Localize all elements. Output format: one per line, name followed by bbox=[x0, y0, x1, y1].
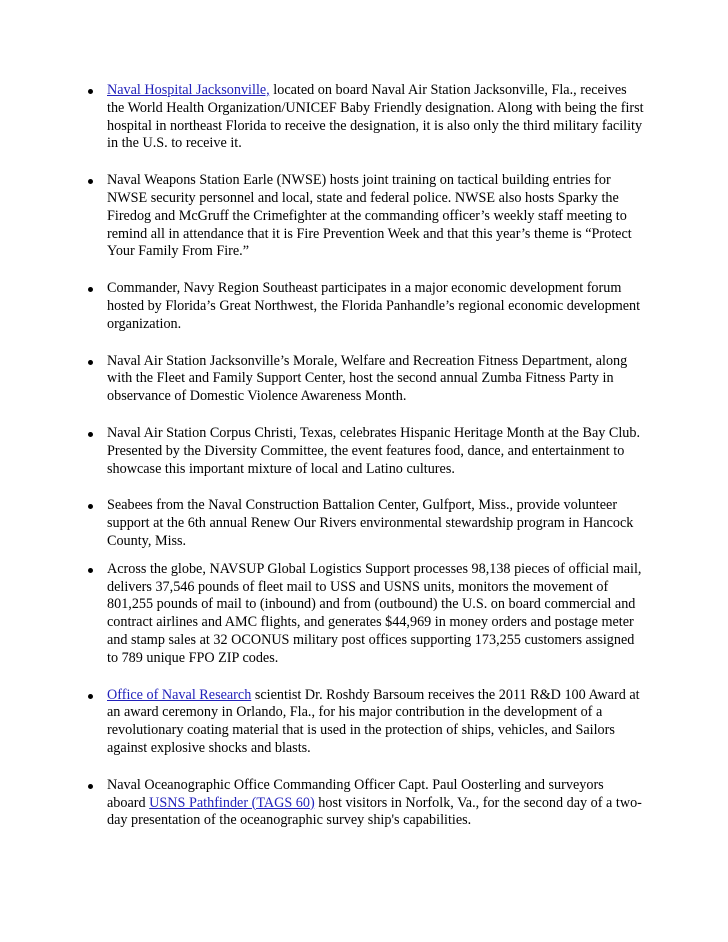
list-item-naval-hospital-jacksonville bbox=[84, 82, 644, 153]
usns-pathfinder-link[interactable]: USNS Pathfinder (TAGS 60) bbox=[149, 794, 315, 811]
item-text: host visitors in Norfolk, Va., for the second day of a two-day presentation of the oceanographic survey ship's capabilities. bbox=[107, 794, 642, 829]
item-text-before: Naval Oceanographic Office Commanding Officer Capt. Paul Oosterling and surveyors aboard bbox=[107, 776, 604, 811]
bullet-icon bbox=[88, 568, 93, 573]
bullet-icon bbox=[88, 179, 93, 184]
bullet-icon bbox=[88, 89, 93, 94]
list-item-usns-pathfinder bbox=[84, 777, 644, 830]
bullet-icon bbox=[88, 360, 93, 365]
item-text: Across the globe, NAVSUP Global Logistics Support processes 98,138 pieces of official mail, delivers 37,546 pounds of fleet mail to USS and USNS units, monitors the movement of 801,255 pounds of mail to (inbound) and from (outbound) the U.S. on board commercial and contract airlines and AMC flights, and generates $44,969 in money orders and postage meter and stamp sales at 32 OCONUS military post offices supporting 173,255 customers assigned to 789 unique FPO ZIP codes. bbox=[107, 560, 642, 666]
bullet-icon bbox=[88, 432, 93, 437]
item-text: scientist Dr. Roshdy Barsoum receives the 2011 R&D 100 Award at an award ceremony in Orlando, Fla., for his major contribution in the development of a revolutionary coating material that is used in the protection of ships, vehicles, and Sailors against explosive shocks and blasts. bbox=[107, 686, 640, 756]
list-item-seabees-renew-our-rivers bbox=[84, 497, 644, 550]
list-item-hispanic-heritage-month bbox=[84, 425, 644, 478]
item-text: Naval Weapons Station Earle (NWSE) hosts joint training on tactical building entries for NWSE security personnel and local, state and federal police. NWSE also hosts Sparky the Firedog and McGruff the Crimefighter at the commanding officer’s weekly staff meeting to remind all in attendance that it is Fire Prevention Week and that this year’s theme is “Protect Your Family From Fire.” bbox=[107, 172, 632, 260]
bullet-icon bbox=[88, 287, 93, 292]
office-of-naval-research-link[interactable]: Office of Naval Research bbox=[107, 686, 252, 703]
bullet-icon bbox=[88, 694, 93, 699]
list-item-zumba-fitness-party bbox=[84, 353, 644, 406]
item-text: Commander, Navy Region Southeast participates in a major economic development forum hosted by Florida’s Great Northwest, the Florida Panhandle’s regional economic development organization. bbox=[107, 280, 641, 332]
news-bullet-list bbox=[84, 82, 644, 849]
item-text: Seabees from the Naval Construction Battalion Center, Gulfport, Miss., provide volunteer support at the 6th annual Renew Our Rivers environmental stewardship program in Hancock County, Miss. bbox=[107, 497, 634, 549]
naval-hospital-jacksonville-link[interactable]: Naval Hospital Jacksonville, bbox=[107, 82, 270, 98]
bullet-icon bbox=[88, 504, 93, 509]
list-item-naval-weapons-station-earle bbox=[84, 172, 644, 261]
list-item-navy-region-southeast bbox=[84, 280, 644, 333]
bullet-icon bbox=[88, 784, 93, 789]
list-item-office-of-naval-research bbox=[84, 687, 644, 758]
item-text: Naval Air Station Corpus Christi, Texas, celebrates Hispanic Heritage Month at the Bay Club. Presented by the Diversity Committee, the event features food, dance, and entertainment to showcase this important mixture of local and Latino cultures. bbox=[107, 424, 641, 477]
item-text: Naval Air Station Jacksonville’s Morale, Welfare and Recreation Fitness Department, along with the Fleet and Family Support Center, host the second annual Zumba Fitness Party in observance of Domestic Violence Awareness Month. bbox=[107, 352, 628, 405]
list-item-navsup-mail bbox=[84, 561, 644, 668]
item-text: located on board Naval Air Station Jacksonville, Fla., receives the World Health Organization/UNICEF Baby Friendly designation. Along with being the first hospital in northeast Florida to receive the designation, it is also only the third military facility in the U.S. to receive it. bbox=[107, 82, 644, 152]
